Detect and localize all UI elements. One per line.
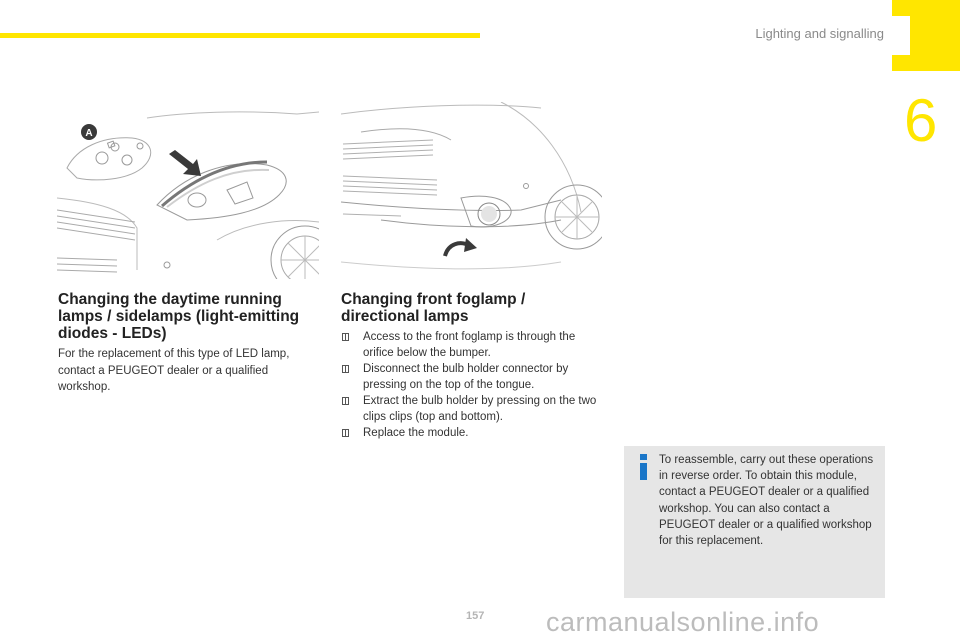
chapter-number: 6 <box>904 87 938 154</box>
info-icon <box>635 454 653 480</box>
step-item <box>341 329 603 361</box>
led-section-body: For the replacement of this type of LED lamp, contact a PEUGEOT dealer or a qualified workshop. <box>58 348 290 393</box>
step-item <box>341 425 603 441</box>
checkbox-bullet-icon <box>342 365 349 373</box>
step-item <box>341 393 603 425</box>
curved-arrow-icon <box>442 236 478 262</box>
foglamp-section-heading: Changing front foglamp / directional lamps <box>341 291 526 325</box>
svg-text:A: A <box>85 128 93 139</box>
chapter-tab-graphic <box>892 0 960 71</box>
led-section-heading: Changing the daytime running lamps / sidelamps (light-emitting diodes - LEDs) <box>58 291 300 342</box>
callout-badge-a <box>79 122 99 142</box>
checkbox-bullet-icon <box>342 397 349 405</box>
checkbox-bullet-icon <box>342 429 349 437</box>
foglamp-steps-list <box>341 329 603 441</box>
watermark: carmanualsonline.info <box>546 607 820 637</box>
step-text: Disconnect the bulb holder connector by pressing on the top of the tongue. <box>363 363 569 391</box>
arrow-icon <box>167 150 207 180</box>
checkbox-bullet-icon <box>342 333 349 341</box>
step-text: Replace the module. <box>363 427 469 439</box>
section-title: Lighting and signalling <box>755 26 884 41</box>
step-text: Access to the front foglamp is through the orifice below the bumper. <box>363 331 576 359</box>
step-text: Extract the bulb holder by pressing on the two clips clips (top and bottom). <box>363 395 597 423</box>
foglamp-illustration <box>341 102 602 275</box>
header-accent-bar <box>0 33 480 38</box>
info-box <box>624 446 885 598</box>
led-lamp-illustration <box>57 110 319 279</box>
page-number: 157 <box>466 610 485 622</box>
info-text: To reassemble, carry out these operations in reverse order. To obtain this module, contact a PEUGEOT dealer or a qualified workshop. You can also contact a PEUGEOT dealer or a qualified workshop for this replacement. <box>659 454 874 548</box>
step-item <box>341 361 603 393</box>
